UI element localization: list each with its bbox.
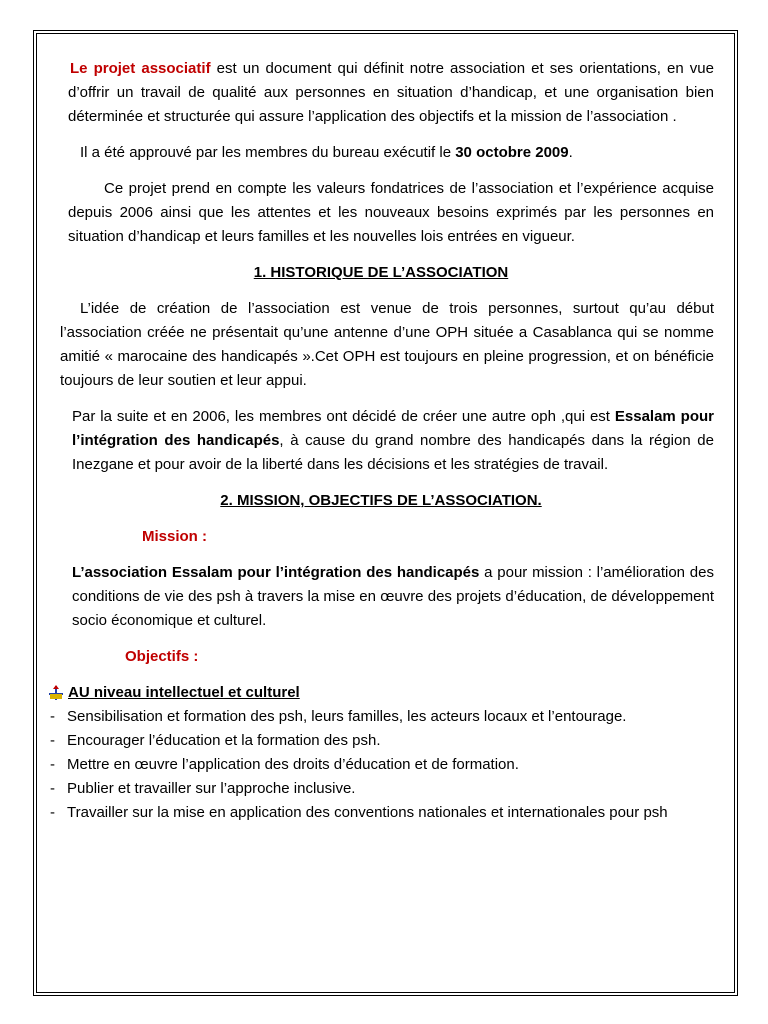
approval-end: .: [568, 144, 573, 161]
section2-heading: 2. MISSION, OBJECTIFS DE L’ASSOCIATION.: [220, 492, 542, 509]
objectives-subheading-text: AU niveau intellectuel et culturel: [68, 684, 300, 701]
objectives-subheading: [48, 681, 714, 705]
lead-term: Le projet associatif: [70, 60, 211, 77]
list-item: - Mettre en œuvre l’application des droits d’éducation et de formation.: [48, 753, 714, 777]
list-item: - Travailler sur la mise en application des conventions nationales et internationales pour psh: [48, 801, 714, 825]
history-text-2a: Par la suite et en 2006, les membres ont décidé de créer une autre oph ,qui est: [72, 408, 615, 425]
approval-date: 30 octobre 2009: [455, 144, 569, 161]
intro-paragraph: [68, 57, 714, 129]
project-text: Ce projet prend en compte les valeurs fondatrices de l’association et l’expérience acquise depuis 2006 ainsi que les attentes et les nouveaux besoins exprimés par les personnes en situation d’handicap et leurs familles et les nouvelles lois entrées en vigueur.: [68, 180, 714, 245]
list-item: - Encourager l’éducation et la formation des psh.: [48, 729, 714, 753]
history-paragraph-1: [60, 297, 714, 393]
list-item: - Sensibilisation et formation des psh, leurs familles, les acteurs locaux et l’entourage.: [48, 705, 714, 729]
objectives-list: [48, 705, 714, 825]
list-item: - Publier et travailler sur l’approche inclusive.: [48, 777, 714, 801]
history-text-2b: , à cause du grand nombre des handicapés dans la région de Inezgane et pour avoir de la liberté dans les décisions et les stratégies de travail.: [72, 432, 714, 473]
document-body: [48, 57, 714, 825]
section1-heading: 1. HISTORIQUE DE L’ASSOCIATION: [253, 264, 509, 281]
mission-association-name: L’association Essalam pour l’intégration des handicapés: [72, 564, 480, 581]
history-paragraph-2: [72, 405, 714, 477]
intro-text: est un document qui définit notre association et ses orientations, en vue d’offrir un travail de qualité aux personnes en situation d’handicap, et une organisation bien déterminée et structurée qui assure l’application des objectifs et la mission de l’association .: [68, 60, 714, 125]
objectives-block: [48, 681, 714, 825]
objectifs-label: Objectifs :: [125, 648, 199, 665]
mission-text: a pour mission : l’amélioration des conditions de vie des psh à travers la mise en œuvre des projets d’éducation, de développement socio économique et culturel.: [72, 564, 714, 629]
mission-label: Mission :: [142, 528, 208, 545]
mission-paragraph: [72, 561, 714, 633]
association-name: Essalam pour l’intégration des handicapés: [72, 408, 715, 449]
project-paragraph: [68, 177, 714, 249]
bullet-arrow-icon: [48, 685, 64, 701]
approval-text: Il a été approuvé par les membres du bureau exécutif le: [80, 144, 456, 161]
approval-paragraph: [80, 141, 714, 165]
history-text-1: L’idée de création de l’association est venue de trois personnes, surtout qu’au début l’association créée ne présentait qu’une antenne d’une OPH située a Casablanca qui se nomme amitié « marocaine des handicapés ».Cet OPH est toujours en pleine progression, et on bénéficie toujours de leur soutien et leur appui.: [60, 300, 714, 389]
